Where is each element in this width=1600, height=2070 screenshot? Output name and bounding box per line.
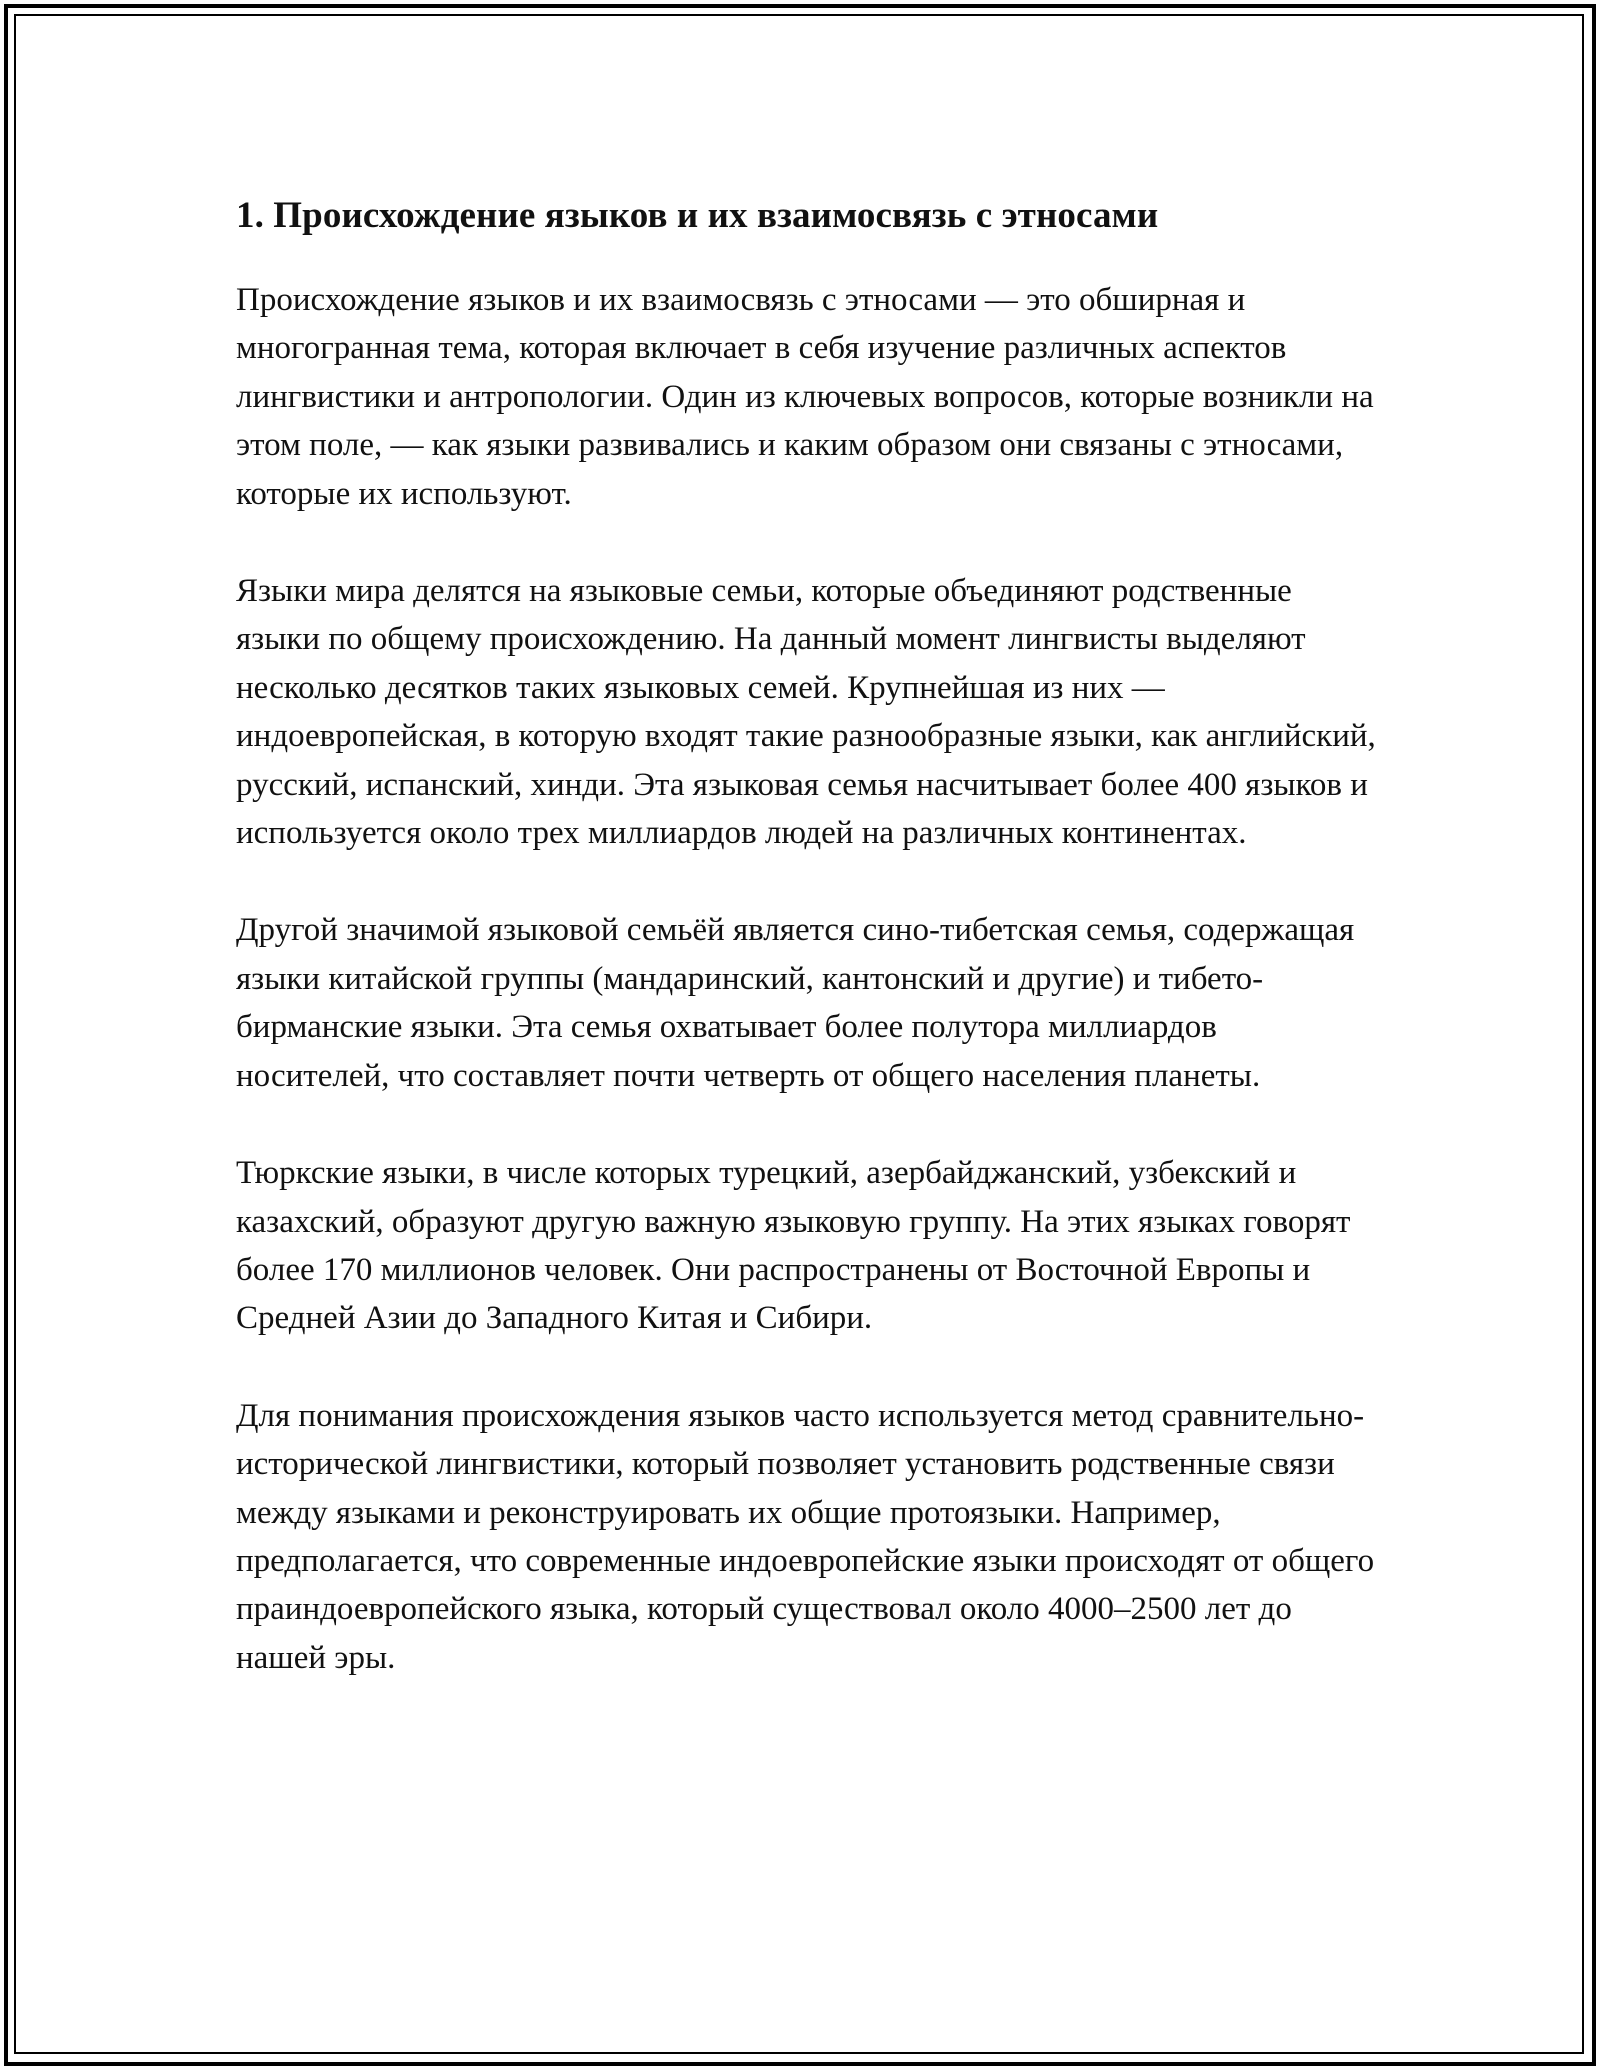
paragraph-indo-european: Языки мира делятся на языковые семьи, которые объединяют родственные языки по общему происхождению. На данный момент лингвисты выделяют несколько десятков таких языковых семей. Крупнейшая из них — индоевропейская, в которую входят такие разнообразные языки, как английский, русский, испанский, хинди. Эта языковая семья насчитывает более 400 языков и используется около трех миллиардов людей на различных континентах. <box>236 573 1376 852</box>
document-body <box>236 190 1376 1731</box>
paragraph-comparative-method: Для понимания происхождения языков часто используется метод сравнительно-исторической лингвистики, который позволяет установить родственные связи между языками и реконструировать их общие протоязыки. Например, предполагается, что современные индоевропейские языки происходят от общего праиндоевропейского языка, который существовал около 4000–2500 лет до нашей эры. <box>236 1397 1375 1676</box>
paragraph-turkic: Тюркские языки, в числе которых турецкий, азербайджанский, узбекский и казахский, образуют другую важную языковую группу. На этих языках говорят более 170 миллионов человек. Они распространены от Восточной Европы и Средней Азии до Западного Китая и Сибири. <box>236 1155 1351 1337</box>
paragraph-intro: Происхождение языков и их взаимосвязь с этносами — это обширная и многогранная тема, которая включает в себя изучение различных аспектов лингвистики и антропологии. Один из ключевых вопросов, которые возникли на этом поле, — как языки развивались и каким образом они связаны с этносами, которые их используют. <box>236 282 1374 512</box>
section-heading: 1. Происхождение языков и их взаимосвязь с этносами <box>236 195 1159 236</box>
paragraph-sino-tibetan: Другой значимой языковой семьёй является сино-тибетская семья, содержащая языки китайской группы (мандаринский, кантонский и другие) и тибето-бирманские языки. Эта семья охватывает более полутора миллиардов носителей, что составляет почти четверть от общего населения планеты. <box>236 912 1355 1094</box>
